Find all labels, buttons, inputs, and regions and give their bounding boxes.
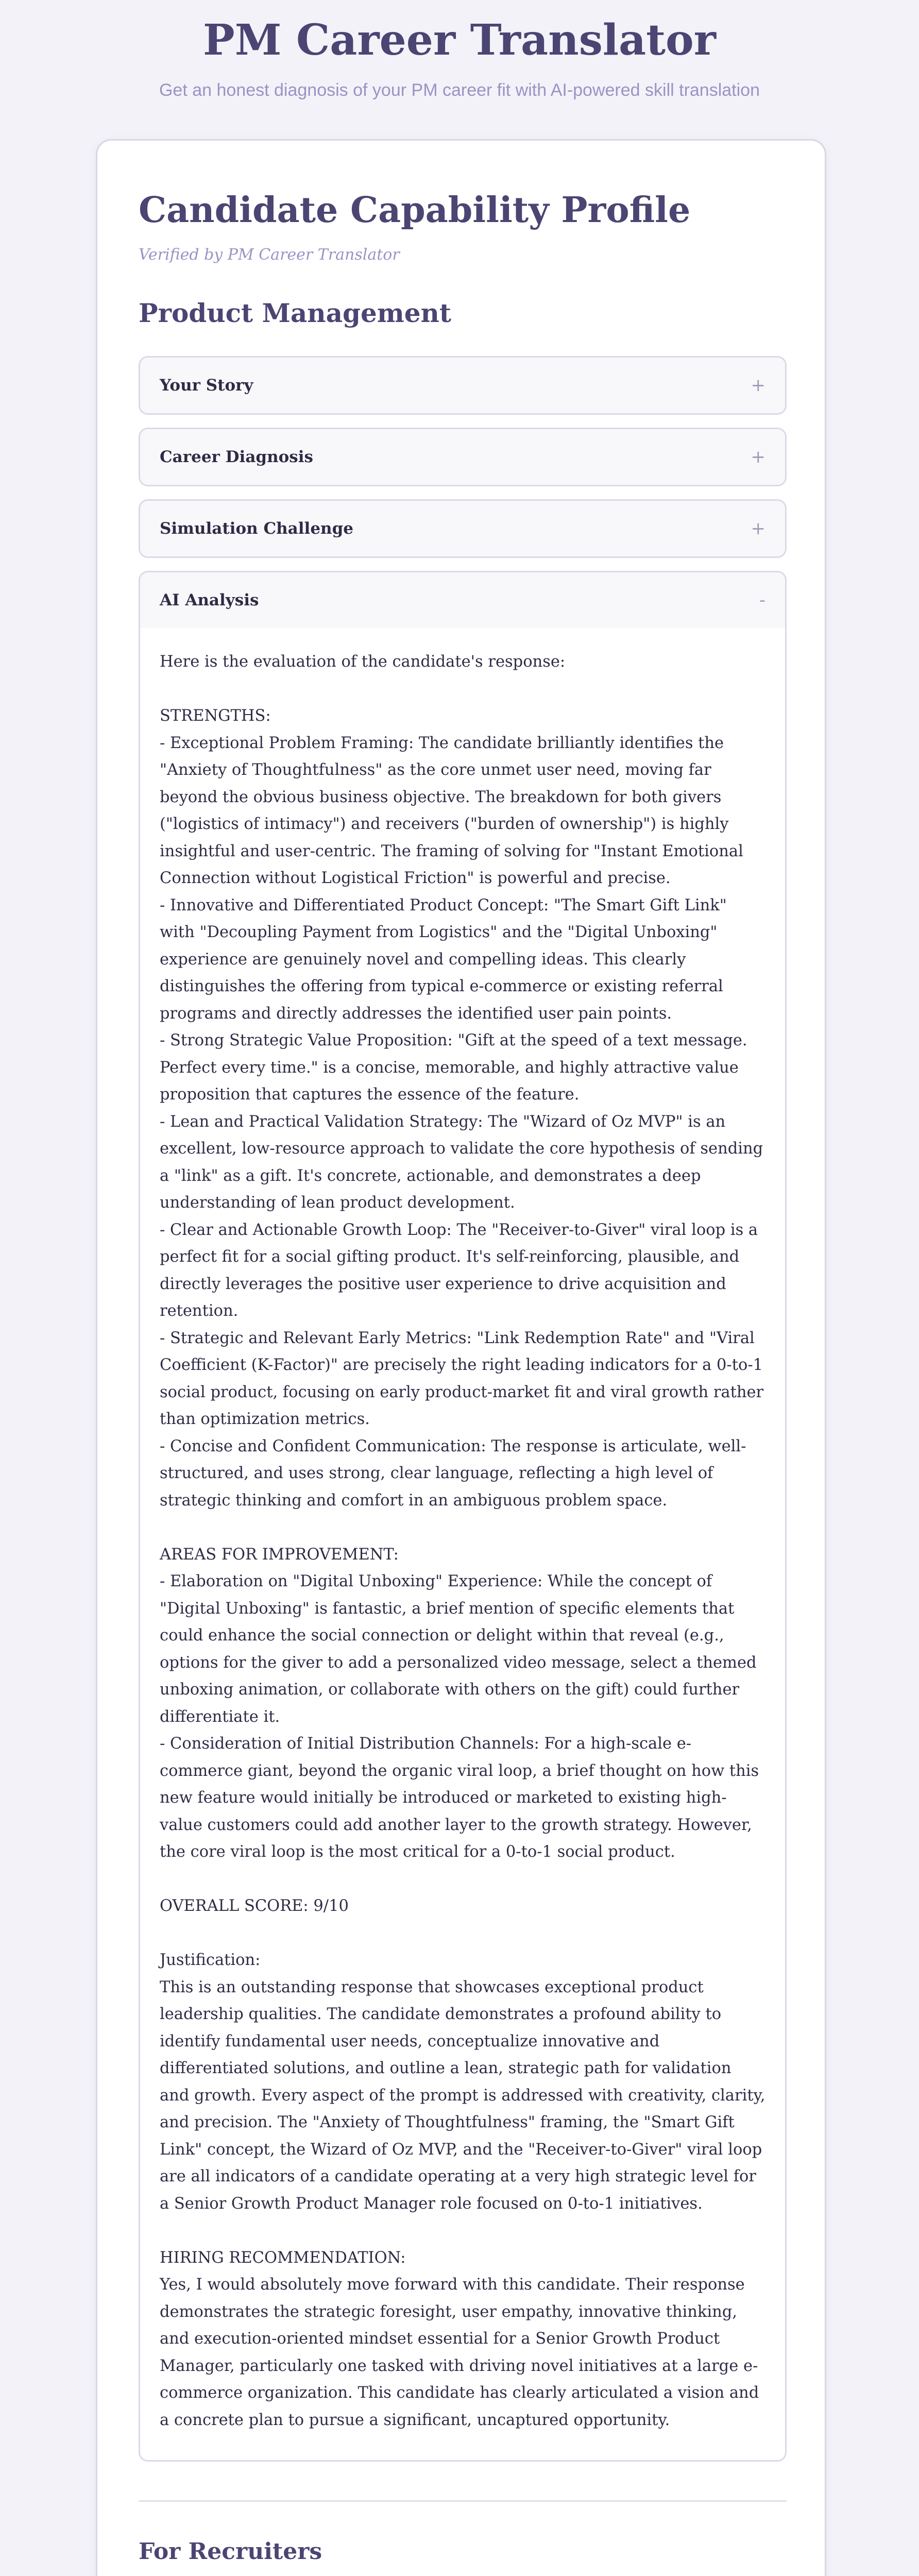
expand-icon[interactable]: + [751, 375, 765, 396]
accordion-label: Career Diagnosis [160, 448, 313, 466]
accordion-ai-analysis [139, 571, 787, 2462]
section-title: Product Management [139, 298, 451, 328]
site-title: PM Career Translator [203, 15, 716, 65]
site-subtitle: Get an honest diagnosis of your PM career fit with AI-powered skill translation [159, 80, 760, 100]
strength-item: - Lean and Practical Validation Strategy: The "Wizard of Oz MVP" is an excellent, low-resource approach to validate the core hypothesis of sending a "link" as a gift. It's concrete, actionable, and demonstrates a deep understanding of lean product development. [160, 1112, 763, 1212]
improvement-item: - Consideration of Initial Distribution Channels: For a high-scale e-commerce giant, beyond the organic viral loop, a brief thought on how this new feature would initially be introduced or marketed to existing high-value customers could add another layer to the growth strategy. However, the core viral loop is the most critical for a 0-to-1 social product. [160, 1735, 759, 1861]
accordion-header-simulation-challenge[interactable] [140, 501, 785, 556]
strength-item: - Strong Strategic Value Proposition: "Gift at the speed of a text message. Perfect every time." is a concise, memorable, and highly attractive value proposition that captures the essence of the feature. [160, 1031, 747, 1104]
improvement-item: - Elaboration on "Digital Unboxing" Experience: While the concept of "Digital Unboxing" is fantastic, a brief mention of specific elements that could enhance the social connection or delight within that reveal (e.g., options for the giver to add a personalized video message, select a themed unboxing animation, or collaborate with others on the gift) could further differentiate it. [160, 1572, 757, 1726]
section-divider [139, 2500, 787, 2502]
expand-icon[interactable]: + [751, 518, 765, 539]
strength-item: - Strategic and Relevant Early Metrics: "Link Redemption Rate" and "Viral Coefficient (K-Factor)" are precisely the right leading indicators for a 0-to-1 social product, focusing on early product-market fit and viral growth rather than optimization metrics. [160, 1329, 764, 1428]
accordion-career-diagnosis [139, 428, 787, 486]
accordion-label: Simulation Challenge [160, 519, 353, 538]
accordion-your-story [139, 356, 787, 415]
accordion-label: Your Story [160, 376, 253, 395]
overall-score: OVERALL SCORE: 9/10 [160, 1897, 349, 1915]
verified-label: Verified by PM Career Translator [139, 246, 400, 264]
hiring-text: Yes, I would absolutely move forward with this candidate. Their response demonstrates the strategic foresight, user empathy, innovative thinking, and execution-oriented mindset essential for a Senior Growth Product Manager, particularly one tasked with driving novel initiatives at a large e-commerce organization. This candidate has clearly articulated a vision and a concrete plan to pursue a significant, uncaptured opportunity. [160, 2276, 759, 2429]
strength-item: - Concise and Confident Communication: The response is articulate, well-structured, and uses strong, clear language, reflecting a high level of strategic thinking and comfort in an ambiguous problem space. [160, 1437, 746, 1510]
recruiters-title: For Recruiters [139, 2538, 322, 2565]
strengths-heading: STRENGTHS: [160, 707, 271, 725]
accordion-header-your-story[interactable] [140, 358, 785, 413]
analysis-body [140, 628, 785, 2449]
expand-icon[interactable]: + [751, 447, 765, 467]
accordion-simulation-challenge [139, 499, 787, 558]
accordion-header-ai-analysis[interactable] [140, 572, 785, 628]
justification-heading: Justification: [160, 1951, 261, 1969]
strength-item: - Exceptional Problem Framing: The candidate brilliantly identifies the "Anxiety of Thoughtfulness" as the core unmet user need, moving far beyond the obvious business objective. The breakdown for both givers ("logistics of intimacy") and receivers ("burden of ownership") is highly insightful and user-centric. The framing of solving for "Instant Emotional Connection without Logistical Friction" is powerful and precise. [160, 734, 743, 887]
hiring-heading: HIRING RECOMMENDATION: [160, 2248, 406, 2267]
strength-item: - Clear and Actionable Growth Loop: The "Receiver-to-Giver" viral loop is a perfect fit for a social gifting product. It's self-reinforcing, plausible, and directly leverages the positive user experience to drive acquisition and retention. [160, 1221, 758, 1320]
justification-text: This is an outstanding response that showcases exceptional product leadership qualities. The candidate demonstrates a profound ability to identify fundamental user needs, conceptualize innovative and differentiated solutions, and outline a lean, strategic path for validation and growth. Every aspect of the prompt is addressed with creativity, clarity, and precision. The "Anxiety of Thoughtfulness" framing, the "Smart Gift Link" concept, the Wizard of Oz MVP, and the "Receiver-to-Giver" viral loop are all indicators of a candidate operating at a very high strategic level for a Senior Growth Product Manager role focused on 0-to-1 initiatives. [160, 1978, 765, 2213]
profile-card [96, 139, 826, 2576]
accordion-header-career-diagnosis[interactable] [140, 429, 785, 485]
improvement-heading: AREAS FOR IMPROVEMENT: [160, 1545, 399, 1564]
profile-title: Candidate Capability Profile [139, 190, 691, 231]
strength-item: - Innovative and Differentiated Product Concept: "The Smart Gift Link" with "Decoupling Payment from Logistics" and the "Digital Unboxing" experience are genuinely novel and compelling ideas. This clearly distinguishes the offering from typical e-commerce or existing referral programs and directly addresses the identified user pain points. [160, 896, 727, 1023]
collapse-icon[interactable]: - [759, 590, 765, 611]
analysis-intro: Here is the evaluation of the candidate's response: [160, 653, 566, 671]
accordion-label: AI Analysis [160, 591, 259, 609]
